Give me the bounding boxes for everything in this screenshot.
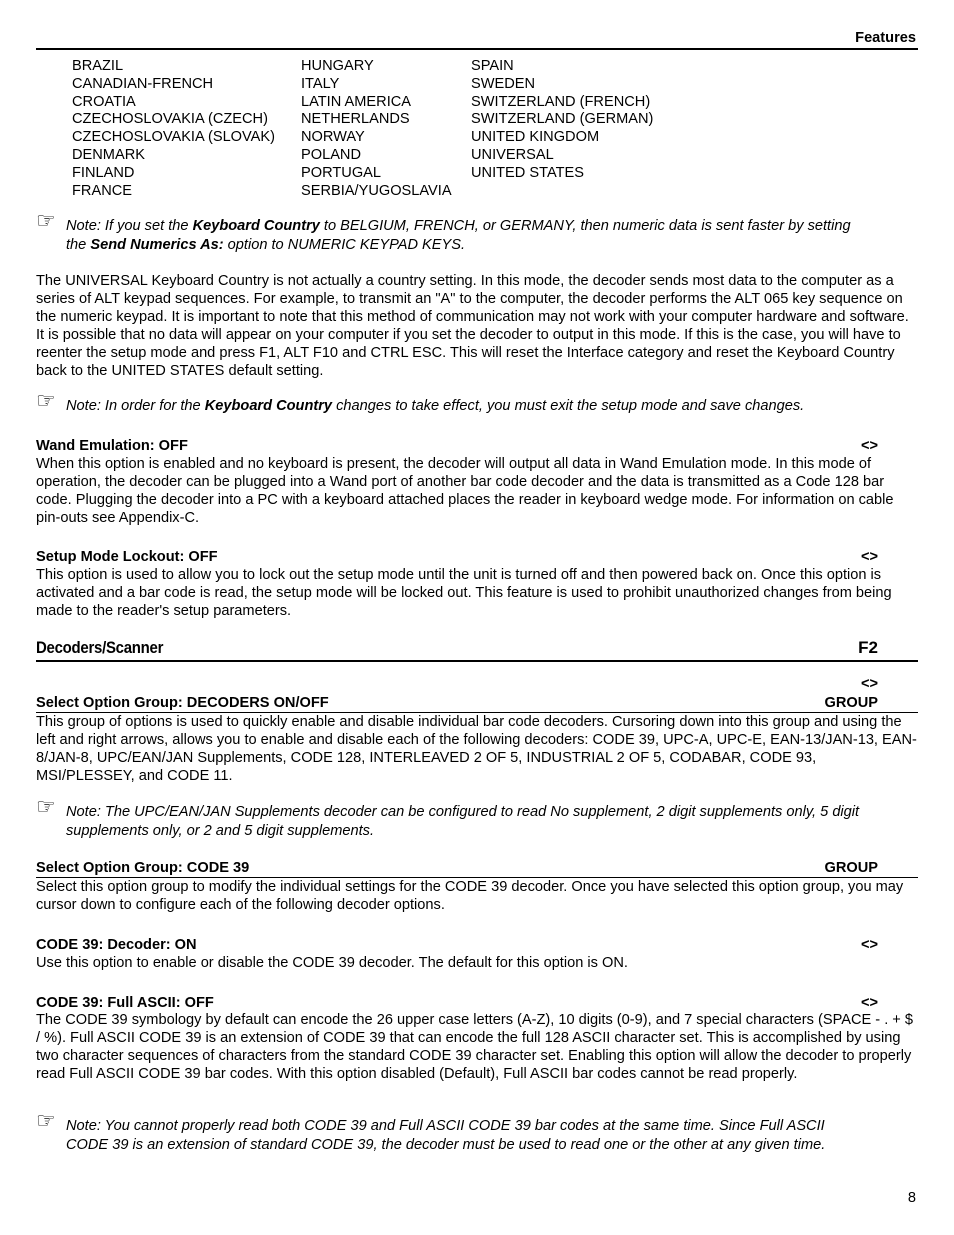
country-item: NETHERLANDS <box>301 111 410 128</box>
country-item: BRAZIL <box>72 58 124 74</box>
country-item: CZECHOSLOVAKIA (SLOVAK) <box>72 129 276 146</box>
note-text: to BELGIUM, FRENCH, or GERMANY, then numeric data is sent faster by setting <box>319 218 851 234</box>
note-save-changes <box>36 388 916 416</box>
option-heading-code39-full-ascii <box>36 994 878 1012</box>
country-item: CZECHOSLOVAKIA (CZECH) <box>72 111 268 128</box>
section-rule <box>36 660 918 662</box>
country-item: SWITZERLAND (GERMAN) <box>471 111 654 128</box>
country-item: SWITZERLAND (FRENCH) <box>471 93 651 110</box>
note-emphasis: Keyboard Country <box>204 398 333 414</box>
country-item: ITALY <box>301 75 340 92</box>
wand-emulation-description: When this option is enabled and no keyboard is present, the decoder will output all data in Wand Emulation mode. In this mode of operation, the decoder can be plugged into a Wand port of another bar code decoder and the data is transmitted as a Code 128 bar code. Plugging the decoder into a PC with a keyboard attached places the reader in keyboard wedge mode. For information on cable pin-outs see Appendix-C. <box>36 456 894 526</box>
note-emphasis: Keyboard Country <box>192 218 320 234</box>
country-item: UNITED STATES <box>471 164 584 181</box>
pointing-hand-icon: ☞ <box>36 1108 56 1133</box>
option-title: CODE 39: Decoder: ON <box>36 937 197 953</box>
note-text: Note: In order for the <box>66 398 205 414</box>
note-text: the <box>66 237 91 253</box>
country-item: HUNGARY <box>301 58 374 74</box>
country-item: FRANCE <box>72 182 132 199</box>
note-supplements <box>36 794 916 841</box>
option-marker: <> <box>860 549 878 565</box>
option-marker: <> <box>860 995 878 1011</box>
option-marker: <> <box>860 937 878 953</box>
option-title: Setup Mode Lockout: OFF <box>36 549 218 565</box>
option-title: Select Option Group: CODE 39 <box>36 860 250 876</box>
country-item: CANADIAN-FRENCH <box>72 75 214 92</box>
pointing-hand-icon: ☞ <box>36 794 56 819</box>
decoders-group-description: This group of options is used to quickly enable and disable individual bar code decoders. Cursoring down into this group and using the left and right arrows, allows you to enable and disable each of the following decoders: CODE 39, UPC-A, UPC-E, EAN-13/JAN-13, EAN-8/JAN-8, UPC/EAN/JAN Supplements, CODE 128, INTERLEAVED 2 OF 5, INDUSTRIAL 2 OF 5, CODABAR, CODE 93, MSI/PLESSEY, and CODE 11. <box>36 714 917 784</box>
country-item: LATIN AMERICA <box>301 93 412 110</box>
group-tag: GROUP <box>824 695 878 711</box>
country-item: POLAND <box>301 146 362 163</box>
note-text: CODE 39 is an extension of standard CODE 39, the decoder must be used to read one or the other at any given time. <box>66 1137 826 1153</box>
option-marker: <> <box>860 438 878 454</box>
code39-group-description: Select this option group to modify the individual settings for the CODE 39 decoder. Once you have selected this option group, you may cursor down to configure each of the following decoder options. <box>36 879 904 913</box>
group-rule <box>36 712 918 713</box>
country-list-col3 <box>471 58 653 183</box>
note-text: supplements only, or 2 and 5 digit supplements. <box>66 823 375 839</box>
pointing-hand-icon: ☞ <box>36 208 56 233</box>
country-list-col2 <box>301 58 452 200</box>
country-item: CROATIA <box>72 93 136 110</box>
code39-full-ascii-description: The CODE 39 symbology by default can encode the 26 upper case letters (A-Z), 10 digits (0-9), and 7 special characters (SPACE - . + $ / %). Full ASCII CODE 39 is an extension of CODE 39 that can encode the full 128 ASCII character set. This is accomplished by using two character sequences of characters from the standard CODE 39 character set. Enabling this option will allow the decoder to properly read Full ASCII CODE 39 bar codes. With this option disabled (Default), Full ASCII bar codes cannot be read properly. <box>36 1012 913 1082</box>
page-number: 8 <box>907 1190 916 1206</box>
note-keyboard-country <box>36 208 916 255</box>
country-item: UNITED KINGDOM <box>471 129 600 146</box>
note-emphasis: Send Numerics As: <box>90 237 224 253</box>
group-rule <box>36 877 918 878</box>
option-heading-code39-group <box>36 859 878 877</box>
setup-lockout-description: This option is used to allow you to lock out the setup mode until the unit is turned off and then powered back on. Once this option is activated and a bar code is read, the setup mode will be locked out. This feature is used to prohibit unauthorized changes from being made to the reader's setup parameters. <box>36 567 892 619</box>
option-title: Select Option Group: DECODERS ON/OFF <box>36 695 329 711</box>
note-text: changes to take effect, you must exit the setup mode and save changes. <box>332 398 805 414</box>
country-item: NORWAY <box>301 129 365 146</box>
code39-decoder-description: Use this option to enable or disable the CODE 39 decoder. The default for this option is ON. <box>36 955 628 971</box>
universal-paragraph: The UNIVERSAL Keyboard Country is not actually a country setting. In this mode, the decoder sends most data to the computer as a series of ALT keypad sequences. For example, to transmit an "A" to the computer, the decoder performs the ALT 065 key sequence on the numeric keypad. It is important to note that this method of communication may not work with your computer hardware and software. It is possible that no data will appear on your computer if you set the decoder to output in this mode. If this is the case, you will have to reenter the setup mode and press F1, ALT F10 and CTRL ESC. This will reset the Interface category and reset the Keyboard Country back to the UNITED STATES default setting. <box>36 273 909 379</box>
option-heading-code39-decoder <box>36 936 878 954</box>
section-title: Decoders/Scanner <box>36 638 164 657</box>
option-title: Wand Emulation: OFF <box>36 438 188 454</box>
note-text: Note: The UPC/EAN/JAN Supplements decoder can be configured to read No supplement, 2 digit supplements only, 5 digit <box>66 804 860 820</box>
country-item: UNIVERSAL <box>471 146 554 163</box>
country-item: SPAIN <box>471 58 514 74</box>
note-text: Note: If you set the <box>66 218 193 234</box>
option-heading-wand-emulation <box>36 437 878 455</box>
country-item: SWEDEN <box>471 75 536 92</box>
country-item: PORTUGAL <box>301 164 382 181</box>
header-rule <box>36 48 918 50</box>
country-item: FINLAND <box>72 164 135 181</box>
option-title: CODE 39: Full ASCII: OFF <box>36 995 214 1011</box>
pointing-hand-icon: ☞ <box>36 388 56 413</box>
country-item: SERBIA/YUGOSLAVIA <box>301 182 452 199</box>
running-header: Features <box>855 30 916 46</box>
note-text: Note: You cannot properly read both CODE 39 and Full ASCII CODE 39 bar codes at the same time. Since Full ASCII <box>66 1118 825 1134</box>
option-heading-decoders-onoff <box>36 694 878 712</box>
option-heading-setup-lockout <box>36 548 878 566</box>
country-list-col1 <box>72 58 275 200</box>
section-function-key: F2 <box>858 638 878 657</box>
country-item: DENMARK <box>72 146 145 163</box>
note-code39-ascii <box>36 1108 916 1155</box>
group-tag: GROUP <box>824 860 878 876</box>
option-marker: <> <box>860 676 878 692</box>
note-text: option to NUMERIC KEYPAD KEYS. <box>223 237 466 253</box>
